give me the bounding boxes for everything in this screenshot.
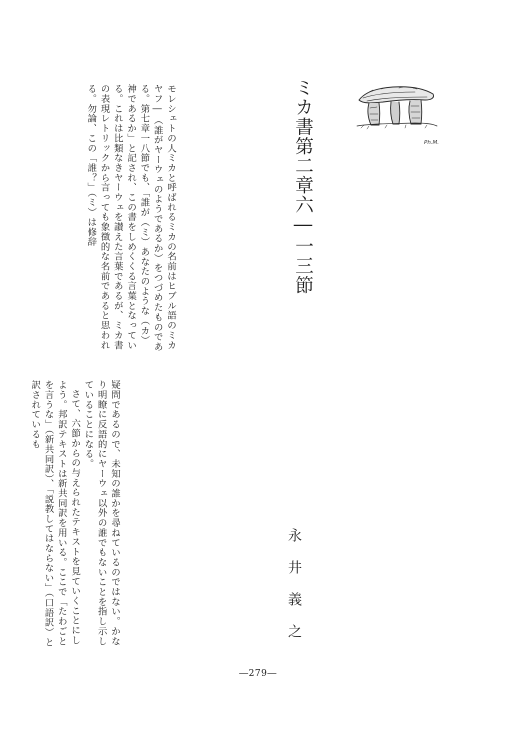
body-text-lower [28,380,121,652]
author-name: 永井義之 [286,528,302,656]
body-paragraph: さて、六節からの与えられたテキストを見ていくことにしよう。邦訳テキストは新共同訳を用いる。ここで「たわごとを言うな」（新共同訳）、「説教してはならない」（口語訳）と訳されているも [29,380,81,648]
illustration-caption: Ph.M. [424,140,440,146]
body-paragraph: 疑問であるので、未知の誰かを尋ねているのではない。かなり明瞭に反語的にヤーウェ以外の誰でもないことを指し示していることになる。 [82,380,120,646]
page-number: ―279― [239,669,277,679]
body-text-upper [84,84,177,352]
dolmen-sketch-illustration [355,70,439,140]
article-title: ミカ書第二章六―一三節 [292,78,314,295]
body-paragraph: モレシェトの人ミカと呼ばれるミカの名前はヒブル語のミカヤフ―（誰がヤーウェのようであるか）をつづめたものである。第七章一八節でも、「誰が（ミ）あなたのような（カ）神であるか」と記され、この書をしめくくる言葉となっている。これは比類なきヤーウェを讃えた言葉であるが、ミカ書の表現レトリックから言っても象徴的な名前であると思われる。勿論、この「誰？」（ミ）は修辞 [85,84,176,352]
